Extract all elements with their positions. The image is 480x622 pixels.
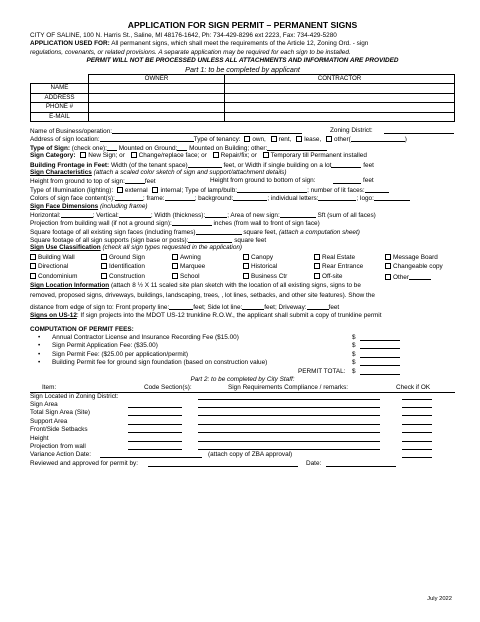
use-item[interactable] <box>172 254 243 262</box>
background-field[interactable] <box>233 194 267 201</box>
height-line <box>30 177 455 185</box>
sq-supports-label: Square footage of all sign supports (sign base or posts): <box>30 237 189 245</box>
use-checkbox[interactable] <box>243 263 249 269</box>
frame-label: ; frame: <box>142 195 165 203</box>
use-item[interactable] <box>385 273 455 281</box>
use-item-label: Rear Entrance <box>322 263 364 271</box>
used-for-label: APPLICATION USED FOR: <box>30 40 110 48</box>
review-item-label: Height <box>30 434 49 442</box>
use-classification-label: Sign Use Classification <box>30 244 101 252</box>
dollar-sign: $ <box>352 342 356 350</box>
use-item-label: Historical <box>251 263 278 271</box>
tenancy-close: ) <box>404 136 407 144</box>
width-label: ; Width (thickness): <box>150 211 206 219</box>
review-row <box>30 401 455 409</box>
horizontal-label: Horizontal: <box>30 211 61 219</box>
height-top-label: Height from ground to top of sign: <box>30 178 125 186</box>
use-checkbox[interactable] <box>101 254 107 260</box>
reviewer-field[interactable] <box>148 460 298 467</box>
colors-label: Colors of sign face content(s): <box>30 195 115 203</box>
review-remarks-field[interactable] <box>198 401 380 408</box>
permit-total-label: PERMIT TOTAL: <box>298 367 346 375</box>
review-row <box>30 435 455 443</box>
use-item[interactable] <box>30 263 101 271</box>
use-checkbox[interactable] <box>243 273 249 279</box>
use-checkbox[interactable] <box>172 273 178 279</box>
fee-row <box>30 342 455 350</box>
use-item-label: Building Wall <box>38 253 75 261</box>
internal-checkbox[interactable] <box>152 187 158 193</box>
variance-label: Variance Action Date: <box>30 451 91 459</box>
letters-label: ; individual letters: <box>267 195 319 203</box>
permit-total-field[interactable] <box>360 368 400 375</box>
permit-total-row <box>30 368 455 376</box>
fee-amount-field[interactable] <box>360 351 400 358</box>
contractor-name-field[interactable] <box>225 84 455 93</box>
sign-address-line <box>30 135 455 143</box>
use-item[interactable] <box>172 263 243 271</box>
use-item[interactable] <box>385 263 455 271</box>
review-remarks-field[interactable] <box>198 426 380 433</box>
fee-label: Sign Permit Fee: ($25.00 per application/permit) <box>52 350 189 358</box>
fee-amount-field[interactable] <box>360 342 400 349</box>
use-item[interactable] <box>101 273 172 281</box>
frontage-text: Width (of the tenant space) <box>109 161 188 169</box>
address-row-label: ADDRESS <box>31 93 89 102</box>
variance-row <box>30 451 455 459</box>
use-item-label: Business Ctr <box>251 272 288 280</box>
use-checkbox[interactable] <box>30 273 36 279</box>
owner-address-field[interactable] <box>89 93 225 102</box>
sq-supports-feet: square feet <box>234 237 267 245</box>
use-item-label: Construction <box>109 272 145 280</box>
used-for-text-1: All permanent signs, which shall meet the requirements of the Article 12, Zoning Ord. - sign <box>109 40 369 48</box>
use-item[interactable] <box>243 254 314 262</box>
fee-row <box>30 359 455 367</box>
sign-type-check-one: (check one); <box>70 144 107 152</box>
review-remarks-field[interactable] <box>198 435 380 442</box>
name-row-label: NAME <box>31 84 89 93</box>
colors-field[interactable] <box>115 194 143 201</box>
use-checkbox[interactable] <box>172 263 178 269</box>
variance-note: (attach copy of ZBA approval) <box>208 451 293 459</box>
tenant-width-field[interactable] <box>188 161 222 168</box>
phone-row-label: PHONE # <box>31 103 89 112</box>
sq-existing-label: Square footage of all existing sign faces (including frames) <box>30 228 196 236</box>
use-item-label: Canopy <box>251 253 274 261</box>
variance-check-field[interactable] <box>402 451 432 458</box>
height-top-feet: feet <box>144 178 156 186</box>
review-row <box>30 393 455 401</box>
bullet-icon: • <box>38 350 41 358</box>
height-bottom-label: Height from ground to bottom of sign: <box>210 177 316 185</box>
driveway-label: feet; Driveway: <box>264 303 307 311</box>
tenancy-other-checkbox[interactable] <box>326 136 332 142</box>
contractor-header: CONTRACTOR <box>225 74 455 83</box>
sign-address-label: Address of sign location: <box>30 136 100 144</box>
fee-row <box>30 334 455 342</box>
use-item-label: Other <box>393 273 409 281</box>
us12-line <box>30 312 455 320</box>
vertical-field[interactable] <box>119 211 151 218</box>
dollar-sign: $ <box>352 333 356 341</box>
owner-name-field[interactable] <box>89 84 225 93</box>
mounted-building-label: Mounted on Building; other: <box>189 144 268 152</box>
review-remarks-field[interactable] <box>198 409 380 416</box>
height-bottom-feet: feet <box>363 177 374 185</box>
use-item[interactable] <box>385 254 455 262</box>
frontage-line <box>30 161 455 169</box>
sq-existing-field[interactable] <box>196 228 242 235</box>
review-check-field[interactable] <box>402 443 432 450</box>
sign-type-check-field[interactable] <box>107 144 117 151</box>
review-item-label: Projection from wall <box>30 443 86 451</box>
use-classification-note: (check all sign types requested in the application) <box>100 244 243 252</box>
use-checkbox[interactable] <box>314 254 320 260</box>
dimensions-heading <box>30 203 455 211</box>
review-remarks-field[interactable] <box>198 418 380 425</box>
letters-field[interactable] <box>318 194 356 201</box>
use-checkbox[interactable] <box>101 273 107 279</box>
location-line-2: removed, proposed signs, driveways, buildings, landscaping, trees, , lot lines, setbacks, and other site features). Show the <box>30 292 375 300</box>
review-code-field[interactable] <box>128 426 182 433</box>
review-item-label: Support Area <box>30 417 68 425</box>
new-sign-label: New Sign; or <box>88 152 125 160</box>
bullet-icon: • <box>38 342 41 350</box>
sq-existing-line <box>30 228 455 236</box>
use-item[interactable] <box>314 263 385 271</box>
review-item-label: Total Sign Area (Site) <box>30 409 91 417</box>
use-item-label: Marquee <box>180 263 206 271</box>
use-item[interactable] <box>30 254 101 262</box>
dimensions-label: Sign Face Dimensions <box>30 202 99 210</box>
lamp-type-field[interactable] <box>237 186 307 193</box>
review-row <box>30 426 455 434</box>
dollar-sign: $ <box>352 350 356 358</box>
use-checkbox[interactable] <box>30 263 36 269</box>
vertical-label: ; Vertical: <box>92 211 119 219</box>
item-column-header: Item: <box>42 384 57 392</box>
use-item-label: School <box>180 272 200 280</box>
review-row <box>30 443 455 451</box>
logo-field[interactable] <box>374 194 410 201</box>
review-check-field[interactable] <box>402 426 432 433</box>
lot-width-field[interactable] <box>331 161 361 168</box>
dollar-sign: $ <box>352 359 356 367</box>
review-item-label: Sign Area <box>30 401 58 409</box>
area-field[interactable] <box>280 211 316 218</box>
driveway-feet: feet <box>328 303 340 311</box>
logo-label: ; logo: <box>356 195 374 203</box>
contractor-email-field[interactable] <box>225 112 455 121</box>
review-item-label: Front/Side Setbacks <box>30 426 88 434</box>
review-date-field[interactable] <box>326 460 396 467</box>
owner-header: OWNER <box>89 74 225 83</box>
use-item[interactable] <box>172 273 243 281</box>
projection-line <box>30 219 455 227</box>
projection-tail: inches (from wall to front of sign face) <box>213 220 320 228</box>
sign-category-line <box>30 152 455 160</box>
side-lot-label: feet; Side lot line: <box>193 303 243 311</box>
use-other-field[interactable] <box>409 273 431 280</box>
use-item[interactable] <box>314 254 385 262</box>
fee-label: Sign Permit Application Fee: ($35.00) <box>52 342 158 350</box>
dollar-sign: $ <box>352 367 356 375</box>
date-label: Date: <box>306 459 322 467</box>
fee-row <box>30 351 455 359</box>
reviewed-label: Reviewed and approved for permit by: <box>30 459 138 467</box>
internal-label: internal; Type of lamp/bulb: <box>160 186 238 194</box>
owner-phone-field[interactable] <box>89 103 225 112</box>
fee-label: Building Permit fee for ground sign foundation (based on construction value) <box>52 359 268 367</box>
bullet-icon: • <box>38 333 41 341</box>
use-item-label: Condominium <box>38 272 78 280</box>
us12-text: : If sign projects into the MDOT US-12 trunkline R.O.W., the applicant shall submit a copy of trunkline permit <box>76 312 382 320</box>
used-for-line-1 <box>30 40 455 48</box>
use-item[interactable] <box>243 273 314 281</box>
zoning-district-label: Zoning District: <box>330 126 373 134</box>
code-column-header: Code Section(s): <box>144 384 192 392</box>
location-text-1: (attach 8 ½ X 11 scaled site plan sketch with the location of all existing signs, signs to be <box>109 282 361 290</box>
use-classification-grid <box>30 254 455 281</box>
fee-amount-field[interactable] <box>360 334 400 341</box>
characteristics-label: Sign Characteristics <box>30 168 92 176</box>
email-row-label: E-MAIL <box>31 112 89 121</box>
illumination-line <box>30 186 455 194</box>
check-column-header: Check if OK <box>396 384 431 392</box>
front-line-label: distance from edge of sign to: Front property line: <box>30 303 170 311</box>
change-face-label: Change/replace face; or <box>138 152 207 160</box>
tenancy-own-checkbox[interactable] <box>244 136 250 142</box>
review-check-field[interactable] <box>402 401 432 408</box>
review-remarks-field[interactable] <box>198 393 380 400</box>
characteristics-heading <box>30 169 455 177</box>
review-code-field[interactable] <box>128 401 182 408</box>
sq-existing-feet: square feet, <box>243 228 278 236</box>
change-face-checkbox[interactable] <box>131 152 137 158</box>
sq-supports-field[interactable] <box>188 236 232 243</box>
height-top-field[interactable] <box>125 177 145 184</box>
fees-heading: COMPUTATION OF PERMIT FEES: <box>30 325 134 333</box>
background-label: ; background: <box>194 195 234 203</box>
review-item-label: Sign Located in Zoning District: <box>30 392 119 400</box>
sq-supports-line <box>30 236 455 244</box>
business-name-line <box>30 127 455 135</box>
temporary-label: Temporary till Permanent installed <box>270 152 367 160</box>
review-check-field[interactable] <box>402 418 432 425</box>
use-item[interactable] <box>314 273 385 281</box>
tenancy-label: Type of tenancy: <box>193 136 241 144</box>
mounted-ground-label: Mounted on Ground; <box>118 144 178 152</box>
part1-heading: Part 1: to be completed by applicant <box>185 64 300 74</box>
used-for-text-2: regulations, covenants, or related provisions. A separate application may be required for each sign to be installed. <box>30 48 351 56</box>
use-item[interactable] <box>243 263 314 271</box>
use-item[interactable] <box>30 273 101 281</box>
review-row <box>30 418 455 426</box>
use-item-label: Off-site <box>322 272 343 280</box>
variance-date-field[interactable] <box>100 451 202 458</box>
external-checkbox[interactable] <box>117 187 123 193</box>
use-item-label: Identification <box>109 263 145 271</box>
use-item[interactable] <box>101 263 172 271</box>
tenancy-other-label: other( <box>334 136 351 144</box>
use-item-label: Ground Sign <box>109 253 145 261</box>
tenancy-rent-checkbox[interactable] <box>271 136 277 142</box>
projection-label: Projection from building wall (if not a ground sign): <box>30 220 172 228</box>
contractor-address-field[interactable] <box>225 93 455 102</box>
footer-date: July 2022 <box>427 596 452 602</box>
review-check-field[interactable] <box>402 409 432 416</box>
use-item-label: Directional <box>38 263 69 271</box>
business-name-field[interactable] <box>112 127 302 134</box>
use-item-label: Real Estate <box>322 253 356 261</box>
area-label: ; Area of new sign: <box>227 211 280 219</box>
use-checkbox[interactable] <box>243 254 249 260</box>
repair-label: Repair/fix; or <box>220 152 257 160</box>
sft-label: Sft (sum of all faces) <box>317 211 376 219</box>
use-classification-heading <box>30 244 455 252</box>
lit-faces-field[interactable] <box>365 186 389 193</box>
characteristics-note: (attach a scaled color sketch of sign and support/attachment details) <box>91 168 287 176</box>
repair-checkbox[interactable] <box>213 152 219 158</box>
sign-type-line <box>30 144 455 152</box>
use-checkbox[interactable] <box>101 263 107 269</box>
review-code-field[interactable] <box>128 435 182 442</box>
form-title: APPLICATION FOR SIGN PERMIT – PERMANENT SIGNS <box>127 20 358 30</box>
use-item[interactable] <box>101 254 172 262</box>
use-checkbox[interactable] <box>314 273 320 279</box>
temporary-checkbox[interactable] <box>263 152 269 158</box>
fee-label: Annual Contractor License and Insurance Recording Fee ($15.00) <box>52 333 239 341</box>
use-item-label: Message Board <box>393 253 438 261</box>
external-label: external <box>124 186 148 194</box>
attach-computation: (attach a computation sheet) <box>277 228 360 236</box>
part2-header-row <box>30 384 455 392</box>
use-checkbox[interactable] <box>385 254 391 260</box>
review-remarks-field[interactable] <box>198 443 380 450</box>
frontage-feet: feet <box>363 161 374 169</box>
city-address-line: CITY OF SALINE, 100 N. Harris St., Saline, MI 48176-1642, Ph: 734-429-8296 ext 2223, Fax: 734-429-5280 <box>30 32 337 39</box>
sign-type-label: Type of Sign: <box>30 144 70 152</box>
frontage-label: Building Frontage in Feet: <box>30 161 110 169</box>
dimensions-note: (including frame) <box>98 202 148 210</box>
side-lot-field[interactable] <box>242 303 264 310</box>
zoning-district-field[interactable] <box>384 127 454 134</box>
review-check-field[interactable] <box>402 435 432 442</box>
contractor-phone-field[interactable] <box>225 103 455 112</box>
review-code-field[interactable] <box>128 418 182 425</box>
front-line-field[interactable] <box>169 303 193 310</box>
use-item-label: Awning <box>180 253 201 261</box>
tenancy-lease-label: lease, <box>304 136 322 144</box>
use-checkbox[interactable] <box>385 274 391 280</box>
mounted-ground-field[interactable] <box>177 144 187 151</box>
tenancy-own-label: own, <box>252 136 266 144</box>
illumination-label: Type of Illumination (lighting): <box>30 186 114 194</box>
location-line-3 <box>30 303 455 311</box>
owner-email-field[interactable] <box>89 112 225 121</box>
permit-form <box>30 20 455 468</box>
use-checkbox[interactable] <box>385 263 391 269</box>
driveway-field[interactable] <box>307 303 329 310</box>
tenancy-rent-label: rent, <box>278 136 292 144</box>
contact-table <box>30 74 455 122</box>
use-item-label: Changeable copy <box>393 263 443 271</box>
review-row <box>30 409 455 417</box>
use-checkbox[interactable] <box>314 263 320 269</box>
height-bottom-field[interactable] <box>333 177 361 184</box>
lit-faces-label: ; number of lit faces: <box>307 186 365 194</box>
tenancy-lease-checkbox[interactable] <box>296 136 302 142</box>
contact-table-corner <box>31 74 89 83</box>
sign-type-other-field[interactable] <box>267 144 327 151</box>
width-field[interactable] <box>205 211 227 218</box>
business-name-label: Name of Business/operation: <box>30 127 113 135</box>
review-check-field[interactable] <box>402 393 432 400</box>
use-checkbox[interactable] <box>172 254 178 260</box>
warning-text: PERMIT WILL NOT BE PROCESSED UNLESS ALL ATTACHMENTS AND INFORMATION ARE PROVIDED <box>86 57 399 65</box>
tenancy-other-field[interactable] <box>351 135 405 142</box>
location-line-1 <box>30 282 455 290</box>
us12-label: Signs on US-12 <box>30 312 77 320</box>
reviewed-row <box>30 460 455 468</box>
fee-amount-field[interactable] <box>360 359 400 366</box>
horizontal-field[interactable] <box>61 211 93 218</box>
use-checkbox[interactable] <box>30 254 36 260</box>
review-code-field[interactable] <box>128 409 182 416</box>
frontage-text-2: feet, or Width if single building on a lot <box>221 161 332 169</box>
frame-field[interactable] <box>165 194 195 201</box>
part2-heading: Part 2: to be completed by City Staff: <box>190 375 295 383</box>
location-label: Sign Location Information <box>30 282 110 290</box>
bullet-icon: • <box>38 359 41 367</box>
new-sign-checkbox[interactable] <box>80 152 86 158</box>
dimensions-line <box>30 211 455 219</box>
sign-address-field[interactable] <box>100 135 194 142</box>
projection-field[interactable] <box>172 219 212 226</box>
requirements-column-header: Sign Requirements Compliance / remarks: <box>228 384 349 392</box>
colors-line <box>30 194 455 202</box>
review-code-field[interactable] <box>128 443 182 450</box>
sign-category-label: Sign Category: <box>30 152 76 160</box>
